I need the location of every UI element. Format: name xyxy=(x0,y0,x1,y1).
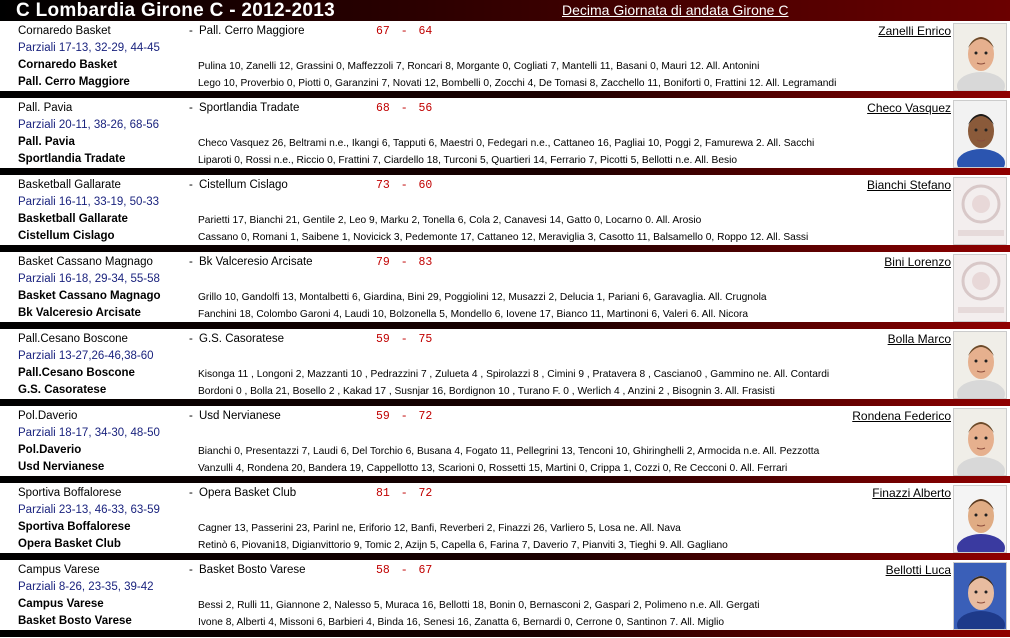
away-team-heading: Basket Bosto Varese xyxy=(199,564,306,576)
featured-player-link[interactable]: Bianchi Stefano xyxy=(866,178,951,192)
vs-dash: - xyxy=(189,564,193,576)
final-score: 67 - 64 xyxy=(376,25,433,38)
away-team-roster: Cassano 0, Romani 1, Saibene 1, Novicick 3, Pedemonte 17, Cattaneo 12, Meraviglia 3, Casotto 11, Balsamello 0, Roppo 12. All. Sassi xyxy=(198,232,809,243)
final-score: 73 - 60 xyxy=(376,179,433,192)
away-team-heading: Sportlandia Tradate xyxy=(199,102,300,114)
away-team-heading: Opera Basket Club xyxy=(199,487,297,499)
vs-dash: - xyxy=(189,256,193,268)
featured-player-link[interactable]: Finazzi Alberto xyxy=(872,486,951,500)
vs-dash: - xyxy=(189,410,193,422)
home-team-heading: Campus Varese xyxy=(18,564,100,576)
home-team-roster: Kisonga 11 , Longoni 2, Mazzanti 10 , Pedrazzini 7 , Zulueta 4 , Spirolazzi 8 , Cimini 9 , Pratavera 8 , Casciano0 , Gammino ne. All. Contardi xyxy=(198,369,830,380)
away-team-name: G.S. Casoratese xyxy=(18,384,107,396)
vs-dash: - xyxy=(189,333,193,345)
final-score: 68 - 56 xyxy=(376,102,433,115)
player-photo xyxy=(953,408,1007,476)
game-block xyxy=(0,329,1010,406)
partial-scores: Parziali 16-18, 29-34, 55-58 xyxy=(18,273,160,285)
section-divider xyxy=(0,322,1010,329)
home-team-name: Pall. Pavia xyxy=(18,136,75,148)
section-divider xyxy=(0,91,1010,98)
home-team-heading: Pall. Pavia xyxy=(18,102,73,114)
final-score: 59 - 75 xyxy=(376,333,433,346)
game-block xyxy=(0,252,1010,329)
featured-player-link[interactable]: Zanelli Enrico xyxy=(878,24,951,38)
partial-scores: Parziali 16-11, 33-19, 50-33 xyxy=(18,196,160,208)
away-team-heading: Cistellum Cislago xyxy=(199,179,288,191)
home-team-roster: Pulina 10, Zanelli 12, Grassini 0, Maffezzoli 7, Roncari 8, Morgante 0, Cogliati 7, Mantelli 11, Basani 0, Mauri 12. All. Antonini xyxy=(198,61,760,72)
home-team-heading: Cornaredo Basket xyxy=(18,25,111,37)
featured-player-link[interactable]: Bolla Marco xyxy=(887,332,951,346)
section-divider xyxy=(0,553,1010,560)
home-team-heading: Pall.Cesano Boscone xyxy=(18,333,128,345)
home-team-roster: Bianchi 0, Presentazzi 7, Laudi 6, Del Torchio 6, Busana 4, Fogato 11, Pellegrini 13, Tenconi 10, Ghiringhelli 2, Armocida n.e. All. Pezzotta xyxy=(198,446,820,457)
away-team-roster: Vanzulli 4, Rondena 20, Bandera 19, Cappellotto 13, Scarioni 0, Rossetti 15, Martini 0, Crippa 1, Cozzi 0, Re Cecconi 0. All. Ferrari xyxy=(198,463,788,474)
section-divider xyxy=(0,476,1010,483)
partial-scores: Parziali 13-27,26-46,38-60 xyxy=(18,350,154,362)
final-score: 81 - 72 xyxy=(376,487,433,500)
game-block xyxy=(0,21,1010,98)
player-photo xyxy=(953,485,1007,553)
round-link[interactable]: Decima Giornata di andata Girone C xyxy=(562,2,789,18)
final-score: 79 - 83 xyxy=(376,256,433,269)
page-header xyxy=(0,0,1010,21)
game-block xyxy=(0,483,1010,560)
home-team-name: Campus Varese xyxy=(18,598,104,610)
section-divider xyxy=(0,245,1010,252)
home-team-name: Sportiva Boffalorese xyxy=(18,521,131,533)
home-team-roster: Grillo 10, Gandolfi 13, Montalbetti 6, Giardina, Bini 29, Poggiolini 12, Musazzi 2, Delucia 1, Pariani 6, Garavaglia. All. Crugnola xyxy=(198,292,767,303)
home-team-heading: Basket Cassano Magnago xyxy=(18,256,153,268)
game-block xyxy=(0,98,1010,175)
away-team-heading: G.S. Casoratese xyxy=(199,333,285,345)
featured-player-link[interactable]: Checo Vasquez xyxy=(867,101,951,115)
player-photo xyxy=(953,177,1007,245)
home-team-name: Pall.Cesano Boscone xyxy=(18,367,135,379)
featured-player-link[interactable]: Rondena Federico xyxy=(852,409,951,423)
home-team-roster: Checo Vasquez 26, Beltrami n.e., Ikangi 6, Tapputi 6, Maestri 0, Fedegari n.e., Cattaneo 16, Pagliai 10, Poggi 2, Famurewa 2. All. Sacchi xyxy=(198,138,815,149)
player-photo xyxy=(953,562,1007,630)
player-photo xyxy=(953,100,1007,168)
vs-dash: - xyxy=(189,25,193,37)
away-team-name: Sportlandia Tradate xyxy=(18,153,126,165)
game-block xyxy=(0,175,1010,252)
home-team-heading: Basketball Gallarate xyxy=(18,179,121,191)
vs-dash: - xyxy=(189,102,193,114)
home-team-roster: Parietti 17, Bianchi 21, Gentile 2, Leo 9, Marku 2, Tonella 6, Cola 2, Canavesi 14, Gatto 0, Locarno 0. All. Arosio xyxy=(198,215,702,226)
home-team-name: Basket Cassano Magnago xyxy=(18,290,161,302)
away-team-heading: Bk Valceresio Arcisate xyxy=(199,256,313,268)
featured-player-link[interactable]: Bellotti Luca xyxy=(885,563,951,577)
away-team-name: Pall. Cerro Maggiore xyxy=(18,76,130,88)
game-block xyxy=(0,406,1010,483)
final-score: 59 - 72 xyxy=(376,410,433,423)
featured-player-link[interactable]: Bini Lorenzo xyxy=(884,255,951,269)
away-team-heading: Usd Nervianese xyxy=(199,410,281,422)
page-title: C Lombardia Girone C - 2012-2013 xyxy=(16,0,335,21)
away-team-heading: Pall. Cerro Maggiore xyxy=(199,25,305,37)
away-team-roster: Retinò 6, Piovani18, Digianvittorio 9, Tomic 2, Azijn 5, Capella 6, Farina 7, Daverio 7, Pianviti 3, Tieghi 9. All. Gagliano xyxy=(198,540,728,551)
away-team-roster: Fanchini 18, Colombo Garoni 4, Laudi 10, Bolzonella 5, Mondello 6, Iovene 17, Bianco 11, Martinoni 6, Valeri 6. All. Nicora xyxy=(198,309,749,320)
section-divider xyxy=(0,168,1010,175)
player-photo xyxy=(953,331,1007,399)
away-team-roster: Liparoti 0, Rossi n.e., Riccio 0, Frattini 7, Ciardello 18, Turconi 5, Quartieri 14, Ferrario 7, Picotti 5, Bellotti n.e. All. Besio xyxy=(198,155,738,166)
home-team-heading: Pol.Daverio xyxy=(18,410,78,422)
home-team-name: Cornaredo Basket xyxy=(18,59,118,71)
section-divider xyxy=(0,630,1010,637)
home-team-roster: Cagner 13, Passerini 23, Parinl ne, Eriforio 12, Banfi, Reverberi 2, Finazzi 26, Varliero 5, Losa ne. All. Nava xyxy=(198,523,681,534)
game-block xyxy=(0,560,1010,637)
home-team-name: Basketball Gallarate xyxy=(18,213,128,225)
player-photo xyxy=(953,23,1007,91)
partial-scores: Parziali 8-26, 23-35, 39-42 xyxy=(18,581,154,593)
home-team-heading: Sportiva Boffalorese xyxy=(18,487,122,499)
vs-dash: - xyxy=(189,487,193,499)
away-team-name: Usd Nervianese xyxy=(18,461,105,473)
home-team-roster: Bessi 2, Rulli 11, Giannone 2, Nalesso 5, Muraca 16, Bellotti 18, Bonin 0, Bernasconi 2, Gaspari 2, Polimeno n.e. All. Gergati xyxy=(198,600,760,611)
partial-scores: Parziali 17-13, 32-29, 44-45 xyxy=(18,42,160,54)
partial-scores: Parziali 23-13, 46-33, 63-59 xyxy=(18,504,160,516)
away-team-name: Basket Bosto Varese xyxy=(18,615,132,627)
away-team-roster: Lego 10, Proverbio 0, Piotti 0, Garanzini 7, Novati 12, Bombelli 0, Zocchi 4, De Tomasi 8, Zacchello 11, Boniforti 0, Frattini 12. All. Legramandi xyxy=(198,78,837,89)
away-team-roster: Ivone 8, Alberti 4, Missoni 6, Barbieri 4, Binda 16, Senesi 16, Zanatta 6, Bernardi 0, Cerrone 0, Santinon 7. All. Miglio xyxy=(198,617,725,628)
away-team-name: Cistellum Cislago xyxy=(18,230,115,242)
partial-scores: Parziali 20-11, 38-26, 68-56 xyxy=(18,119,160,131)
away-team-roster: Bordoni 0 , Bolla 21, Bosello 2 , Kakad 17 , Susnjar 16, Bordignon 10 , Turano F. 0 , Werlich 4 , Anzini 2 , Bisognin 3. All. Frasisti xyxy=(198,386,775,397)
home-team-name: Pol.Daverio xyxy=(18,444,82,456)
vs-dash: - xyxy=(189,179,193,191)
away-team-name: Opera Basket Club xyxy=(18,538,121,550)
partial-scores: Parziali 18-17, 34-30, 48-50 xyxy=(18,427,160,439)
away-team-name: Bk Valceresio Arcisate xyxy=(18,307,141,319)
section-divider xyxy=(0,399,1010,406)
player-photo xyxy=(953,254,1007,322)
final-score: 58 - 67 xyxy=(376,564,433,577)
